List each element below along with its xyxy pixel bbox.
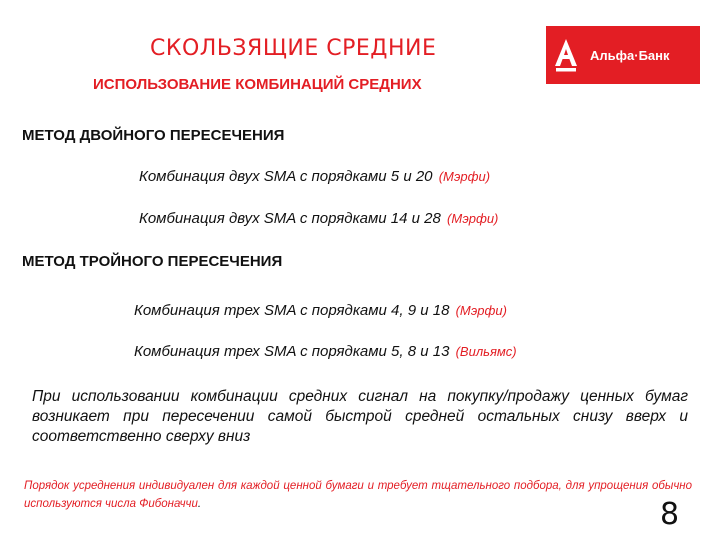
footnote-text: Порядок усреднения индивидуален для каждой ценной бумаги и требует тщательного подбора, для упрощения обычно используются числа Фибоначчи: [24, 480, 692, 510]
slide-title: СКОЛЬЗЯЩИЕ СРЕДНИЕ: [150, 36, 437, 61]
item-source: (Мэрфи): [438, 169, 491, 184]
item-text: Комбинация двух SMA с порядками 14 и 28: [139, 210, 441, 227]
item-text: Комбинация трех SMA с порядками 4, 9 и 18: [134, 302, 450, 319]
list-item: [139, 210, 498, 227]
list-item: [134, 302, 507, 319]
item-text: Комбинация двух SMA с порядками 5 и 20: [139, 168, 433, 185]
list-item: [134, 343, 517, 360]
logo-text: Альфа·Банк: [590, 47, 670, 63]
section-heading-double: МЕТОД ДВОЙНОГО ПЕРЕСЕЧЕНИЯ: [22, 127, 285, 144]
alfa-a-icon: [546, 26, 586, 84]
footnote: [24, 477, 692, 513]
explanation-paragraph: При использовании комбинации средних сигнал на покупку/продажу ценных бумаг возникает при пересечении самой быстрой средней остальных снизу вверх и соответственно сверху вниз: [32, 388, 688, 445]
item-source: (Вильямс): [455, 344, 517, 359]
list-item: [139, 168, 490, 185]
page-number: 8: [660, 497, 680, 532]
item-text: Комбинация трех SMA с порядками 5, 8 и 13: [134, 343, 450, 360]
item-source: (Мэрфи): [455, 303, 507, 318]
alfa-bank-logo: [546, 26, 700, 84]
footnote-period: .: [197, 498, 202, 510]
section-heading-triple: МЕТОД ТРОЙНОГО ПЕРЕСЕЧЕНИЯ: [22, 253, 283, 270]
slide-subtitle: ИСПОЛЬЗОВАНИЕ КОМБИНАЦИЙ СРЕДНИХ: [93, 76, 422, 93]
item-source: (Мэрфи): [447, 211, 499, 226]
